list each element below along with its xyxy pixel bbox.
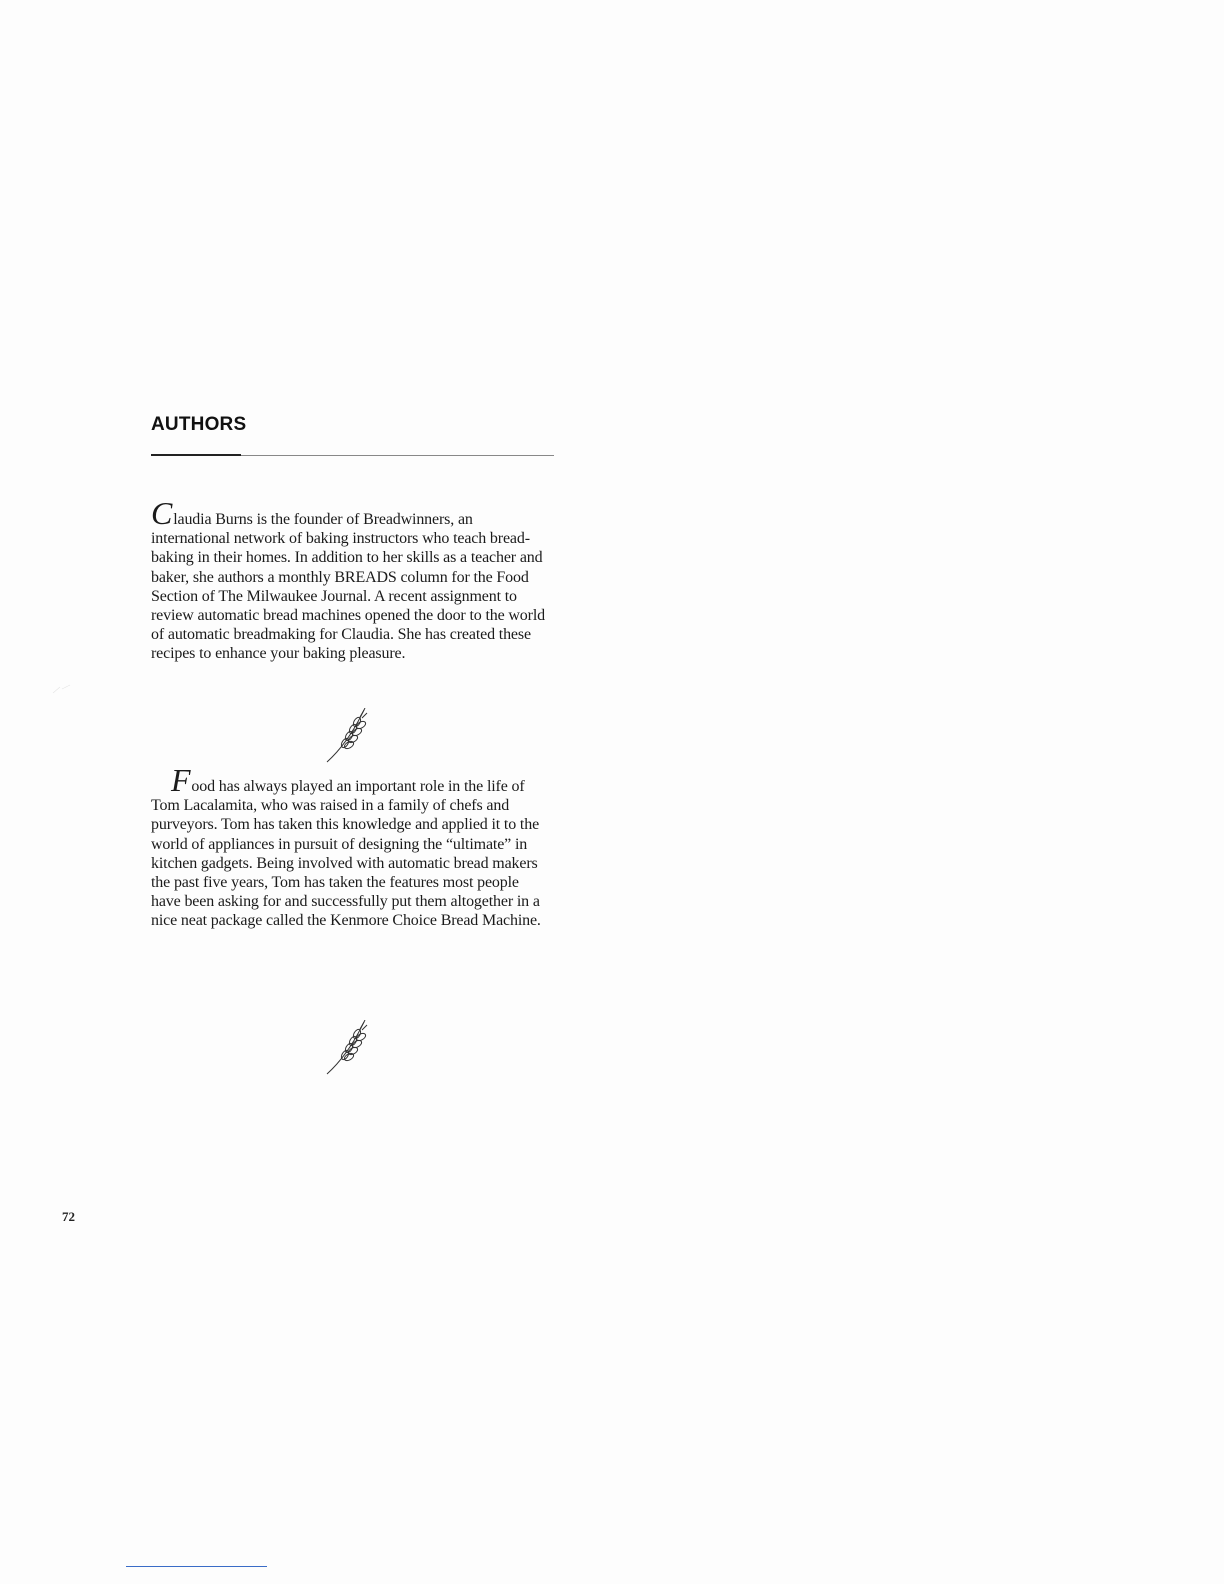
- author-bio-tom: [151, 762, 551, 931]
- bio-text: ood has always played an important role in the life of Tom Lacalamita, who was raised in a family of chefs and purveyors. Tom has taken this knowledge and applied it to the world of appliances in pursuit of designing the “ultimate” in kitchen gadgets. Being involved with automatic bread makers the past five years, Tom has taken the features most people have been asking for and successfully put them altogether in a nice neat package called the Kenmore Choice Bread Machine.: [151, 778, 541, 930]
- drop-cap: F: [171, 762, 191, 798]
- drop-cap: C: [151, 495, 173, 531]
- wheat-sprig-icon: [324, 1020, 368, 1076]
- section-heading: AUTHORS: [151, 414, 247, 435]
- page-number: 72: [62, 1209, 75, 1224]
- heading-rule-accent: [151, 454, 241, 456]
- wheat-sprig-icon: [324, 708, 368, 764]
- author-bio-claudia: [151, 495, 551, 664]
- footer-rule: [126, 1566, 267, 1567]
- bio-text: laudia Burns is the founder of Breadwinners, an international network of baking instructors who teach bread-baking in their homes. In addition to her skills as a teacher and baker, she authors a monthly BREADS column for the Food Section of The Milwaukee Journal. A recent assignment to review automatic bread machines opened the door to the world of automatic breadmaking for Claudia. She has created these recipes to enhance your baking pleasure.: [151, 511, 545, 663]
- scan-artifact: [52, 683, 72, 695]
